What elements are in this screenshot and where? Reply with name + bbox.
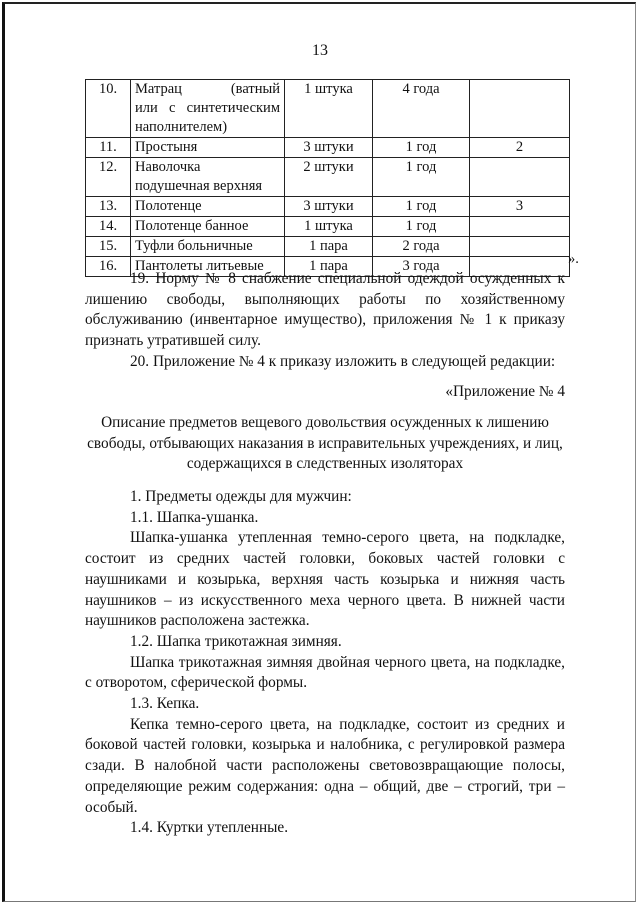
item-term: 1 год bbox=[373, 217, 470, 237]
section-body: Шапка трикотажная зимняя двойная черного цвета, на подкладке, с отворотом, сферической формы. bbox=[85, 653, 565, 692]
item-name: Полотенце bbox=[131, 197, 285, 217]
section-heading: 1.3. Кепка. bbox=[130, 695, 200, 713]
item-quantity: 1 пара bbox=[285, 257, 373, 277]
row-number: 10. bbox=[86, 80, 131, 138]
item-quantity: 3 штуки bbox=[285, 197, 373, 217]
item-name: Полотенце банное bbox=[131, 217, 285, 237]
section-body: Кепка темно-серого цвета, на подкладке, состоит из средних и боковой частей головки, козырька и налобника, с регулировкой размера сзади. В налобной части расположены световозвращающие полосы, определяющие режим содержания: одна – общий, две – строгий, три – особый. bbox=[85, 715, 565, 816]
amendment-paragraphs bbox=[85, 269, 565, 373]
item-term: 3 года bbox=[373, 257, 470, 277]
table-row bbox=[86, 138, 570, 158]
section-body: Шапка-ушанка утепленная темно-серого цвета, на подкладке, состоит из средних частей головки, боковых частей головки с наушниками и козырька, верхняя часть козырька и нижняя часть наушников – из искусственного меха черного цвета. В нижней части наушников расположена застежка. bbox=[85, 529, 565, 630]
item-name: Пантолеты литьевые bbox=[131, 257, 285, 277]
item-note: 3 bbox=[470, 197, 570, 217]
row-number: 11. bbox=[86, 138, 131, 158]
row-number: 13. bbox=[86, 197, 131, 217]
item-term: 1 год bbox=[373, 197, 470, 217]
item-name: Туфли больничные bbox=[131, 237, 285, 257]
item-term: 2 года bbox=[373, 237, 470, 257]
item-note bbox=[470, 158, 570, 197]
appendix-body bbox=[85, 487, 565, 839]
table-row bbox=[86, 217, 570, 237]
item-quantity: 2 штуки bbox=[285, 158, 373, 197]
item-name: Простыня bbox=[131, 138, 285, 158]
item-note: 2 bbox=[470, 138, 570, 158]
item-term: 1 год bbox=[373, 158, 470, 197]
item-note bbox=[470, 237, 570, 257]
row-number: 12. bbox=[86, 158, 131, 197]
item-quantity: 1 штука bbox=[285, 217, 373, 237]
closing-quote: ». bbox=[568, 251, 579, 267]
appendix-label: «Приложение № 4 bbox=[445, 383, 565, 400]
section-heading: 1. Предметы одежды для мужчин: bbox=[130, 488, 352, 505]
table-row bbox=[86, 237, 570, 257]
row-number: 16. bbox=[86, 257, 131, 277]
page-number: 13 bbox=[312, 42, 328, 59]
section-heading: 1.1. Шапка-ушанка. bbox=[130, 508, 259, 526]
row-number: 15. bbox=[86, 237, 131, 257]
paragraph-20: 20. Приложение № 4 к приказу изложить в следующей редакции: bbox=[130, 352, 556, 370]
item-note bbox=[470, 217, 570, 237]
table-row bbox=[86, 158, 570, 197]
item-term: 1 год bbox=[373, 138, 470, 158]
supply-norm-table bbox=[85, 79, 570, 277]
section-heading: 1.4. Куртки утепленные. bbox=[130, 819, 289, 837]
item-quantity: 1 штука bbox=[285, 80, 373, 138]
item-quantity: 1 пара bbox=[285, 237, 373, 257]
appendix-title: Описание предметов вещевого довольствия осужденных к лишению свободы, отбывающих наказания в исправительных учреждениях, и лиц, содержащихся в следственных изоляторах bbox=[87, 414, 563, 473]
item-name: Матрац (ватный или с синтетическим наполнителем) bbox=[131, 80, 285, 138]
item-quantity: 3 штуки bbox=[285, 138, 373, 158]
table-row bbox=[86, 197, 570, 217]
item-term: 4 года bbox=[373, 80, 470, 138]
item-note bbox=[470, 80, 570, 138]
section-heading: 1.2. Шапка трикотажная зимняя. bbox=[130, 632, 342, 650]
paragraph-19: 19. Норму № 8 снабжение специальной одеждой осужденных к лишению свободы, выполняющих работы по хозяйственному обслуживанию (инвентарное имущество), приложения № 1 к приказу признать утратившей силу. bbox=[85, 270, 565, 350]
table-row bbox=[86, 80, 570, 138]
item-name: Наволочка подушечная верхняя bbox=[131, 158, 285, 197]
row-number: 14. bbox=[86, 217, 131, 237]
